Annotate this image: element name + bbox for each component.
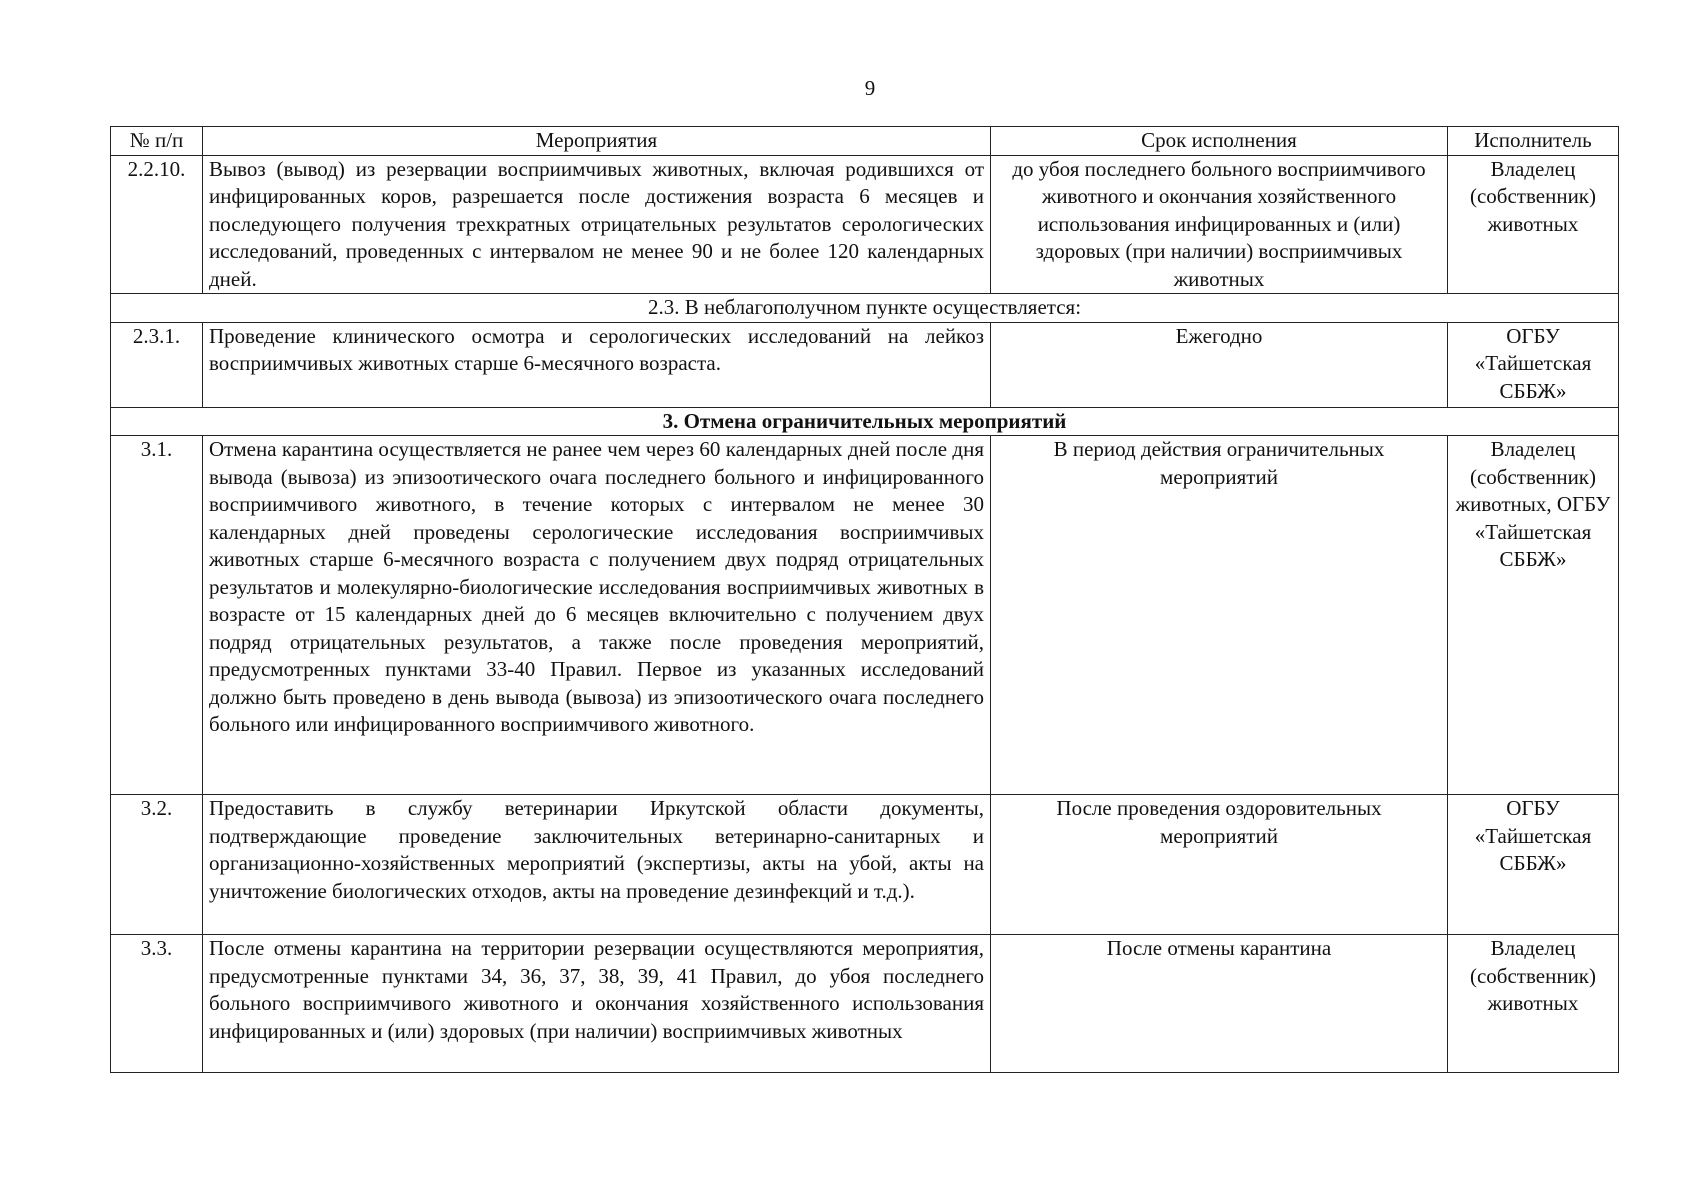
row-executor: Владелец (собственник) животных [1448,155,1619,294]
row-number: 2.3.1. [111,322,203,407]
page-number: 9 [864,76,876,100]
header-num: № п/п [111,127,203,156]
table-row [111,322,1619,407]
measures-table [110,126,1619,1073]
row-number: 2.2.10. [111,155,203,294]
row-number: 3.1. [111,436,203,795]
table-row [111,795,1619,935]
row-executor: Владелец (собственник) животных [1448,935,1619,1073]
row-term: до убоя последнего больного восприимчивого животного и окончания хозяйственного использования инфицированных и (или) здоровых (при наличии) восприимчивых животных [991,155,1448,294]
row-activity: Предоставить в службу ветеринарии Иркутской области документы, подтверждающие проведение заключительных ветеринарно-санитарных и организационно-хозяйственных мероприятий (экспертизы, акты на убой, акты на уничтожение биологических отходов, акты на проведение дезинфекций и т.д.). [203,795,991,935]
header-activity: Мероприятия [203,127,991,156]
row-activity: Проведение клинического осмотра и серологических исследований на лейкоз восприимчивых животных старше 6-месячного возраста. [203,322,991,407]
table-header-row [111,127,1619,156]
row-activity: Отмена карантина осуществляется не ранее чем через 60 календарных дней после дня вывода (вывоза) из эпизоотического очага последнего больного и инфицированного восприимчивого животного, в течение которых с интервалом не менее 30 календарных дней проведены серологические исследования восприимчивых животных старше 6-месячного возраста с получением двух подряд отрицательных результатов и молекулярно-биологические исследования восприимчивых животных в возрасте от 15 календарных дней до 6 месяцев включительно с получением двух подряд отрицательных результатов, а также после проведения мероприятий, предусмотренных пунктами 33-40 Правил. Первое из указанных исследований должно быть проведено в день вывода (вывоза) из эпизоотического очага последнего больного или инфицированного восприимчивого животного. [203,436,991,795]
section-row [111,407,1619,436]
row-activity: Вывоз (вывод) из резервации восприимчивых животных, включая родившихся от инфицированных коров, разрешается после достижения возраста 6 месяцев и последующего получения трехкратных отрицательных результатов серологических исследований, проведенных с интервалом не менее 90 и не более 120 календарных дней. [203,155,991,294]
row-number: 3.3. [111,935,203,1073]
table-row [111,436,1619,795]
section-heading-3: 3. Отмена ограничительных мероприятий [111,407,1619,436]
row-term: Ежегодно [991,322,1448,407]
table-row [111,935,1619,1073]
header-executor: Исполнитель [1448,127,1619,156]
row-term: После отмены карантина [991,935,1448,1073]
row-executor: ОГБУ «Тайшетская СББЖ» [1448,322,1619,407]
section-heading-2-3: 2.3. В неблагополучном пункте осуществляется: [111,294,1619,323]
table-row [111,155,1619,294]
row-executor: ОГБУ «Тайшетская СББЖ» [1448,795,1619,935]
row-term: После проведения оздоровительных мероприятий [991,795,1448,935]
section-row [111,294,1619,323]
row-term: В период действия ограничительных мероприятий [991,436,1448,795]
header-term: Срок исполнения [991,127,1448,156]
row-executor: Владелец (собственник) животных, ОГБУ «Тайшетская СББЖ» [1448,436,1619,795]
row-activity: После отмены карантина на территории резервации осуществляются мероприятия, предусмотренные пунктами 34, 36, 37, 38, 39, 41 Правил, до убоя последнего больного восприимчивого животного и окончания хозяйственного использования инфицированных и (или) здоровых (при наличии) восприимчивых животных [203,935,991,1073]
row-number: 3.2. [111,795,203,935]
